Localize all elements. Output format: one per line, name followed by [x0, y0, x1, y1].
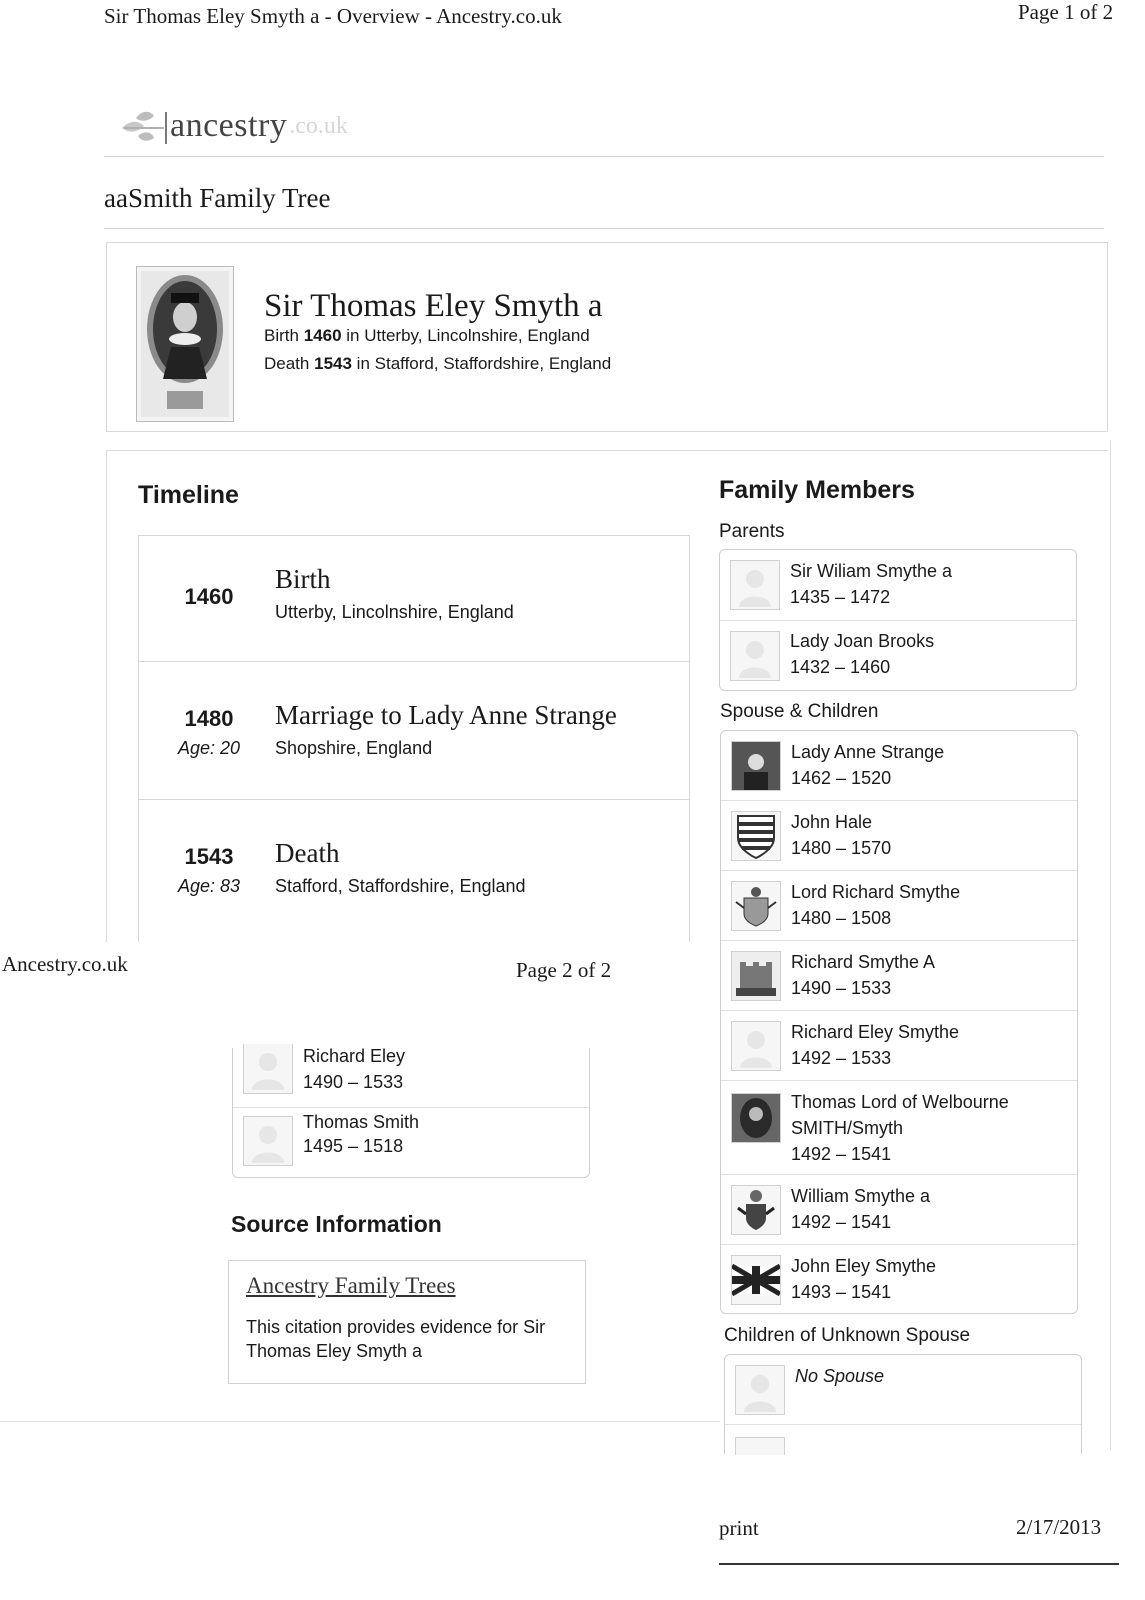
- member-dates: 1493 – 1541: [791, 1282, 892, 1302]
- divider: [719, 1563, 1119, 1565]
- member-dates: 1462 – 1520: [791, 768, 892, 788]
- silhouette-icon: [731, 1021, 781, 1071]
- person-card: [106, 242, 1108, 432]
- leaf-logo-icon: [118, 106, 170, 146]
- timeline-event-birth[interactable]: [139, 536, 689, 662]
- crest-icon: [731, 1185, 781, 1235]
- member-dates: 1480 – 1508: [791, 908, 892, 928]
- silhouette-icon: [730, 631, 780, 681]
- member-dates: 1492 – 1541: [791, 1144, 892, 1164]
- timeline-event-death[interactable]: [139, 800, 689, 956]
- family-member[interactable]: [233, 1048, 589, 1108]
- birth-label: Birth: [264, 326, 299, 345]
- birth-year: 1460: [303, 326, 342, 345]
- member-name[interactable]: Richard Smythe A: [791, 952, 936, 972]
- member-name[interactable]: Thomas Smith: [303, 1112, 420, 1132]
- family-member[interactable]: [721, 801, 1077, 871]
- footer-print: print: [719, 1516, 759, 1540]
- shield-icon: [731, 811, 781, 861]
- timeline-list: [138, 535, 690, 955]
- source-link[interactable]: Ancestry Family Trees: [246, 1273, 456, 1298]
- person-portrait[interactable]: [136, 266, 234, 422]
- portrait-icon: [137, 267, 233, 421]
- silhouette-icon: [730, 560, 780, 610]
- family-member[interactable]: [721, 1081, 1077, 1175]
- silhouette-icon: [243, 1116, 293, 1166]
- family-member[interactable]: [721, 941, 1077, 1011]
- timeline-event-place: Shopshire, England: [275, 738, 433, 758]
- timeline-heading: Timeline: [138, 481, 239, 509]
- death-fact: [264, 354, 611, 374]
- birth-fact: [264, 326, 590, 346]
- member-name[interactable]: Richard Eley Smythe: [791, 1022, 960, 1042]
- source-heading: Source Information: [231, 1211, 442, 1237]
- member-name[interactable]: William Smythe a: [791, 1186, 931, 1206]
- family-heading: Family Members: [719, 476, 915, 504]
- family-member[interactable]: [233, 1108, 589, 1178]
- divider: [104, 228, 1104, 229]
- member-dates: 1490 – 1533: [303, 1072, 404, 1092]
- unknown-spouse-list: [724, 1354, 1082, 1454]
- member-dates: 1480 – 1570: [791, 838, 892, 858]
- family-member[interactable]: [725, 1355, 1081, 1425]
- logo-tld: .co.uk: [289, 112, 348, 139]
- print-header-page: Page 1 of 2: [1018, 0, 1114, 24]
- timeline-event-place: Stafford, Staffordshire, England: [275, 876, 526, 896]
- divider: [104, 156, 1104, 157]
- family-member[interactable]: [720, 550, 1076, 621]
- timeline-year: 1543: [184, 844, 234, 869]
- member-dates: 1492 – 1541: [791, 1212, 892, 1232]
- family-member[interactable]: [721, 871, 1077, 941]
- family-member[interactable]: [721, 1245, 1077, 1315]
- death-label: Death: [264, 354, 310, 373]
- spouse-children-label: Spouse & Children: [720, 701, 879, 722]
- family-member[interactable]: [720, 621, 1076, 692]
- portrait-icon: [731, 1093, 781, 1143]
- source-citation-text: This citation provides evidence for Sir Thomas Eley Smyth a: [246, 1317, 546, 1361]
- timeline-event-title[interactable]: Death: [275, 838, 340, 868]
- page-2-header-site: Ancestry.co.uk: [2, 952, 128, 976]
- tree-name[interactable]: aaSmith Family Tree: [104, 183, 331, 213]
- death-place: Stafford, Staffordshire, England: [374, 354, 612, 373]
- member-name[interactable]: Lord Richard Smythe: [791, 882, 961, 902]
- person-name: Sir Thomas Eley Smyth a: [264, 288, 603, 324]
- spouse-children-list: [720, 730, 1078, 1314]
- continued-children-list: [232, 1048, 590, 1178]
- member-dates: 1492 – 1533: [791, 1048, 892, 1068]
- member-dates: 1435 – 1472: [790, 587, 891, 607]
- timeline-event-place: Utterby, Lincolnshire, England: [275, 602, 514, 622]
- timeline-age: Age: 20: [177, 738, 241, 758]
- member-dates: 1495 – 1518: [303, 1136, 404, 1156]
- castle-icon: [731, 951, 781, 1001]
- death-in: in: [356, 354, 370, 373]
- birth-in: in: [346, 326, 360, 345]
- ancestry-logo[interactable]: [118, 106, 348, 146]
- page-2-header-page: Page 2 of 2: [516, 958, 612, 982]
- flag-icon: [731, 1255, 781, 1305]
- print-header-title: Sir Thomas Eley Smyth a - Overview - Ancestry.co.uk: [104, 4, 562, 28]
- member-name[interactable]: No Spouse: [795, 1366, 885, 1386]
- divider: [1110, 440, 1111, 1450]
- silhouette-icon: [735, 1365, 785, 1415]
- portrait-icon: [731, 741, 781, 791]
- member-name[interactable]: Lady Anne Strange: [791, 742, 945, 762]
- member-dates: 1490 – 1533: [791, 978, 892, 998]
- silhouette-icon: [243, 1044, 293, 1094]
- member-dates: 1432 – 1460: [790, 657, 891, 677]
- footer-date: 2/17/2013: [1016, 1515, 1102, 1539]
- member-name[interactable]: John Eley Smythe: [791, 1256, 937, 1276]
- timeline-age: Age: 83: [177, 876, 241, 896]
- member-name[interactable]: Thomas Lord of Welbourne: [791, 1092, 1009, 1112]
- family-member[interactable]: [721, 1175, 1077, 1245]
- death-year: 1543: [314, 354, 352, 373]
- parents-label: Parents: [719, 521, 785, 542]
- timeline-year: 1460: [184, 584, 234, 609]
- timeline-year: 1480: [184, 706, 234, 731]
- timeline-event-title[interactable]: Birth: [275, 564, 331, 594]
- silhouette-icon: [735, 1437, 785, 1455]
- member-name[interactable]: John Hale: [791, 812, 873, 832]
- family-member[interactable]: [721, 1011, 1077, 1081]
- member-name[interactable]: Lady Joan Brooks: [790, 631, 935, 651]
- crest-icon: [731, 881, 781, 931]
- member-name[interactable]: Sir Wiliam Smythe a: [790, 561, 953, 581]
- parents-list: [719, 549, 1077, 691]
- timeline-event-marriage[interactable]: [139, 662, 689, 800]
- timeline-event-title[interactable]: Marriage to Lady Anne Strange: [275, 700, 617, 730]
- logo-wordmark: ancestry: [170, 107, 288, 144]
- family-member[interactable]: [721, 731, 1077, 801]
- birth-place: Utterby, Lincolnshire, England: [364, 326, 590, 345]
- unknown-spouse-label: Children of Unknown Spouse: [724, 1325, 971, 1346]
- member-name-line2[interactable]: SMITH/Smyth: [791, 1118, 904, 1138]
- member-name[interactable]: Richard Eley: [303, 1046, 406, 1066]
